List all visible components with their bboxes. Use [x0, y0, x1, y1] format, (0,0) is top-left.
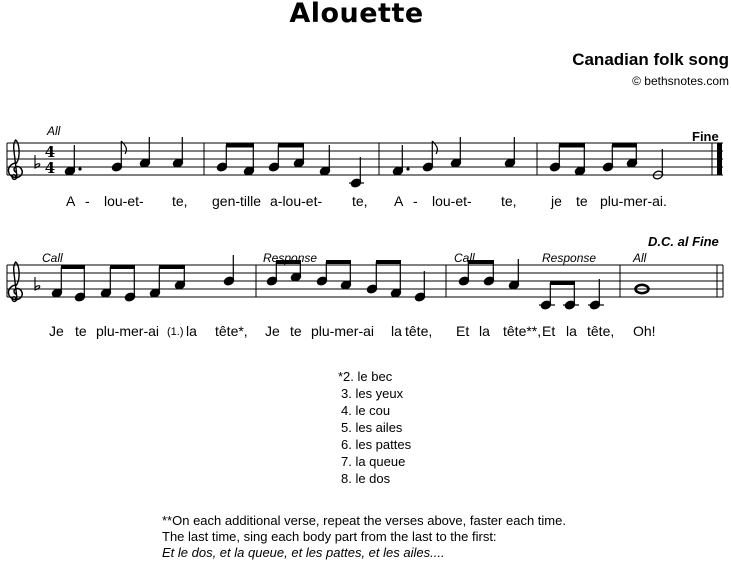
lyric-syllable: tête,	[587, 323, 615, 339]
footnote-line: **On each additional verse, repeat the verses above, faster each time.	[162, 513, 566, 528]
lyric-syllable: -	[85, 193, 90, 209]
lyric-syllable: -	[413, 193, 418, 209]
lyric-syllable: te,	[501, 193, 517, 209]
lyric-syllable: gen-tille	[212, 193, 262, 209]
verse-item: 7. la queue	[341, 454, 406, 469]
treble-clef-icon	[8, 262, 22, 301]
lyric-syllable: lou-et-	[432, 193, 472, 209]
lyric-syllable: tête,	[405, 323, 433, 339]
lyric-syllable: te,	[352, 193, 368, 209]
lyric-syllable: a-lou-et-	[270, 193, 323, 209]
verse-item: 3. les yeux	[341, 386, 404, 401]
lyric-syllable: Je	[49, 323, 64, 339]
song-title: Alouette	[289, 0, 424, 29]
lyric-syllable: Et	[456, 323, 470, 339]
lyric-syllable: A	[394, 193, 404, 209]
beams-line-1	[226, 144, 637, 148]
footnote-line: The last time, sing each body part from the last to the first:	[162, 529, 497, 544]
lyric-syllable: Et	[542, 323, 556, 339]
lyric-syllable: plu-mer-ai	[311, 323, 375, 339]
lyric-syllable: tête**,	[503, 323, 542, 339]
lyric-syllable: plu-mer-ai	[96, 323, 160, 339]
footnote	[162, 513, 566, 561]
performance-mark-all: All	[633, 251, 647, 265]
performance-mark-call: Call	[42, 251, 63, 265]
lyric-syllable: tête*,	[215, 323, 248, 339]
verse-number: (1.)	[167, 326, 184, 338]
fine-mark: Fine	[692, 129, 719, 144]
lyric-syllable: te	[75, 323, 87, 339]
lyric-syllable: te,	[172, 193, 188, 209]
verse-list	[338, 368, 411, 487]
footnote-line: Et le dos, et la queue, et les pattes, et les ailes....	[162, 545, 445, 560]
copyright-notice: © bethsnotes.com	[632, 74, 729, 88]
performance-mark-response: Response	[263, 251, 318, 265]
song-subtitle: Canadian folk song	[572, 50, 729, 69]
verse-item: 4. le cou	[341, 403, 391, 418]
performance-mark-response: Response	[542, 251, 597, 265]
verse-item: 8. le dos	[341, 471, 391, 486]
lyric-syllable: la	[566, 323, 577, 339]
flat-icon	[35, 155, 40, 168]
lyric-syllable: la	[391, 323, 402, 339]
lyric-syllable: Oh!	[633, 323, 656, 339]
treble-clef-icon	[8, 140, 22, 179]
final-barline	[717, 143, 722, 175]
flat-icon	[35, 277, 40, 290]
lyric-syllable: la	[479, 323, 490, 339]
verse-item: 6. les pattes	[341, 437, 412, 452]
verse-item: 5. les ailes	[341, 420, 403, 435]
verse-item: *2. le bec	[338, 369, 393, 384]
performance-mark-call: Call	[454, 251, 475, 265]
staff-line-2	[7, 265, 723, 297]
lyric-syllable: A	[66, 193, 76, 209]
lyric-syllable: te	[290, 323, 302, 339]
lyric-syllable: plu-mer-ai.	[600, 193, 667, 209]
dc-al-fine-mark: D.C. al Fine	[648, 234, 719, 249]
time-signature	[45, 143, 55, 177]
svg-text:4: 4	[44, 143, 56, 161]
lyric-syllable: la	[186, 323, 197, 339]
lyric-syllable: lou-et-	[104, 193, 144, 209]
lyric-syllable: je	[551, 193, 562, 209]
svg-text:4: 4	[44, 159, 56, 177]
performance-mark-all: All	[47, 124, 61, 138]
lyric-syllable: Je	[265, 323, 280, 339]
lyric-syllable: te	[576, 193, 588, 209]
